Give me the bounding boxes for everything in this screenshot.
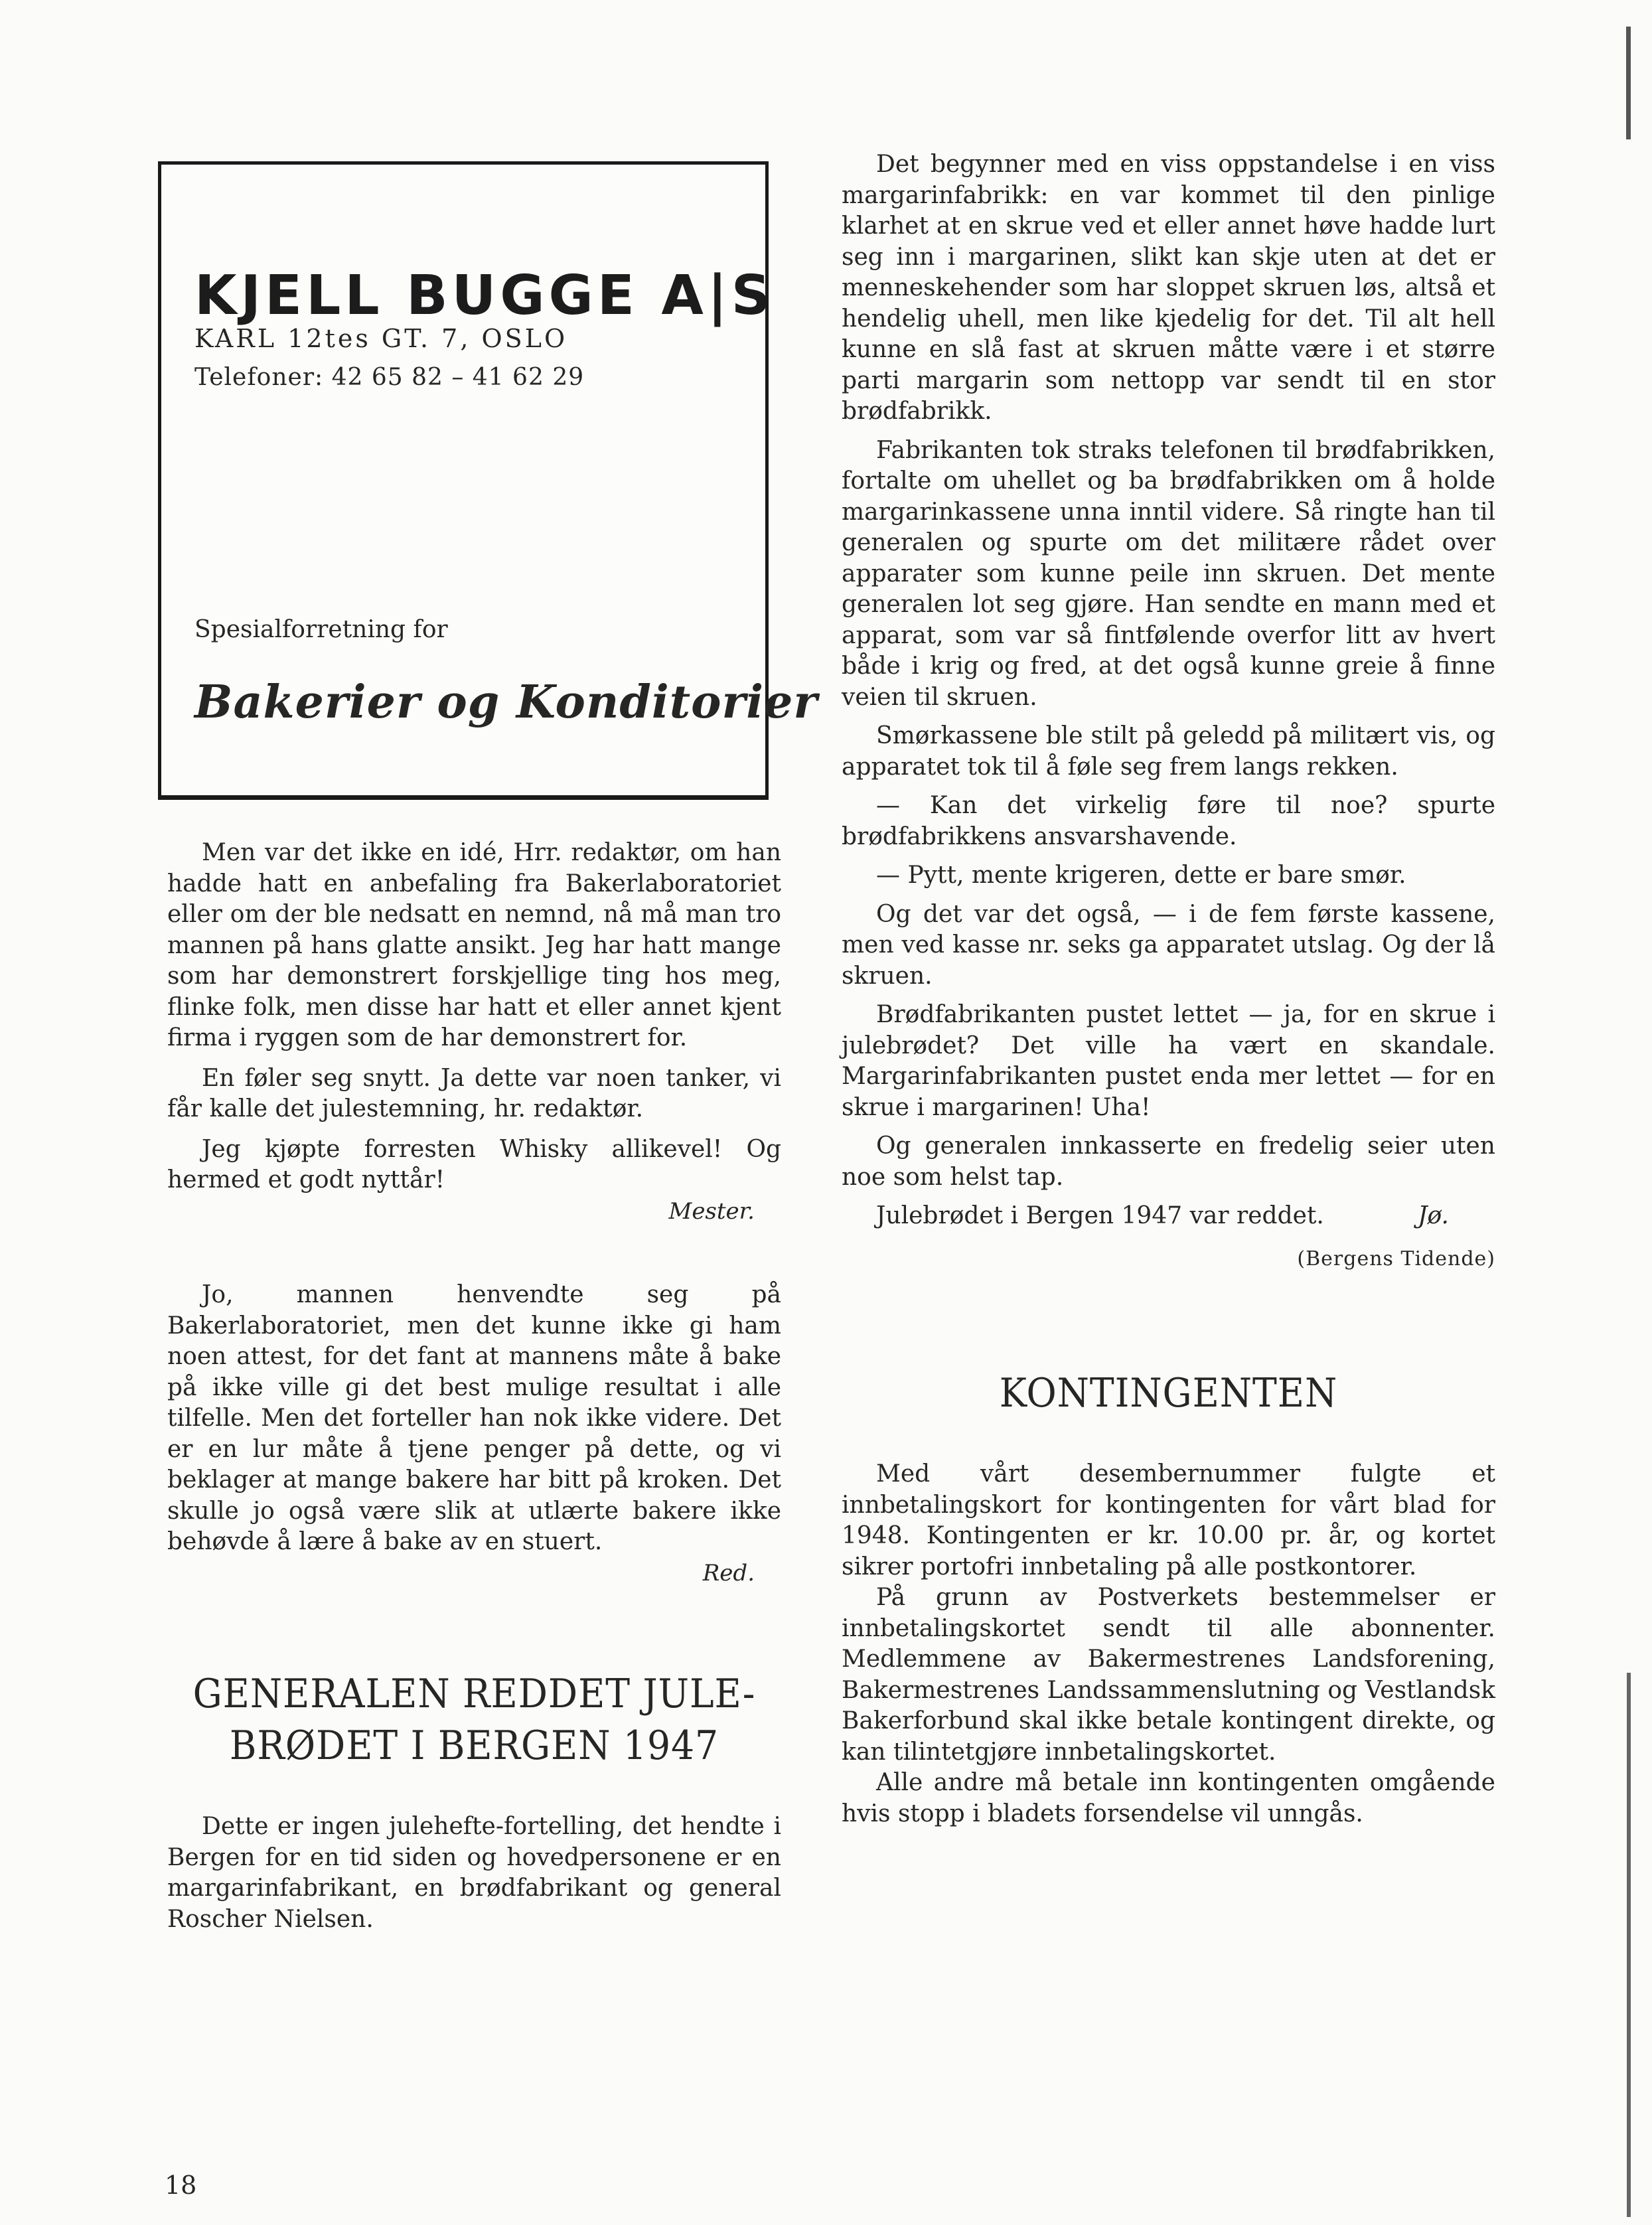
letter-paragraph: Jeg kjøpte forresten Whisky allikevel! Og hermed et godt nyttår!: [167, 1135, 781, 1193]
story-paragraph: Det begynner med en viss oppstandelse i en viss margarinfabrikk: en var kommet til den pinlige klarhet at en skrue ved et eller annet høve hadde lurt seg inn i margarinen, slikt kan skje uten at det er menneskehender som har sloppet skruen løs, altså et hendelig uhell, men like kjedelig for det. Til alt hell kunne en slå fast at skruen måtte være i et større parti margarin som nettopp var sendt til en stor brødfabrikk.: [842, 151, 1495, 425]
story-paragraph: Og generalen innkasserte en fredelig seier uten noe som helst tap.: [842, 1132, 1495, 1191]
story-paragraph: — Kan det virkelig føre til noe? spurte brødfabrikkens ansvarshavende.: [842, 792, 1495, 850]
kontingent-paragraph: På grunn av Postverkets bestemmelser er innbetalingskortet sendt til alle abonnenter. Medlemmene av Bakermestrenes Landsforening, Bakermestrenes Landssammenslutning og Vestlandsk Bakerforbund skal ikke betale kontingent direkte, og kan tilintetgjøre innbetalingskortet.: [842, 1584, 1495, 1766]
letter-paragraph: Men var det ikke en idé, Hrr. redaktør, om han hadde hatt en anbefaling fra Bakerlaboratoriet eller om der ble nedsatt en nemnd, nå må man tro mannen på hans glatte ansikt. Jeg har hatt mange som har demonstrert forskjellige ting hos meg, flinke folk, men disse har hatt et eller annet kjent firma i ryggen som de har demonstrert for.: [167, 839, 781, 1051]
headline-line: BRØDET I BERGEN 1947: [229, 1723, 719, 1769]
article-headline: [167, 1668, 781, 1772]
story-paragraph: Brødfabrikanten pustet lettet — ja, for en skrue i julebrødet? Det ville ha vært en skandale. Margarinfabrikanten pustet enda mer lettet — for en skrue i margarinen! Uha!: [842, 1001, 1495, 1121]
kontingent-headline: KONTINGENTEN: [999, 1370, 1338, 1417]
source-credit: (Bergens Tidende): [1297, 1247, 1495, 1270]
ad-company-name: KJELL BUGGE A|S: [194, 264, 775, 327]
letter-signature: Mester.: [668, 1197, 755, 1225]
kontingent-paragraph: Alle andre må betale inn kontingenten omgående hvis stopp i bladets forsendelse vil unngås.: [842, 1769, 1495, 1827]
ad-specialty-label: Spesialforretning for: [194, 616, 448, 643]
ad-script-line: Bakerier og Konditorier: [194, 676, 818, 729]
closing-signature: Jø.: [1418, 1202, 1449, 1229]
page-number: 18: [165, 2171, 197, 2200]
ad-phone-numbers: Telefoner: 42 65 82 – 41 62 29: [194, 364, 585, 391]
binding-edge-bottom: [1627, 1673, 1631, 2217]
story-paragraph: Smørkassene ble stilt på geledd på militært vis, og apparatet tok til å føle seg frem langs rekken.: [842, 722, 1495, 781]
right-column: [842, 149, 1495, 1829]
editor-signature: Red.: [702, 1559, 755, 1586]
story-paragraph: Og det var det også, — i de fem første kassene, men ved kasse nr. seks ga apparatet utslag. Og der lå skruen.: [842, 900, 1495, 990]
letter-paragraph: En føler seg snytt. Ja dette var noen tanker, vi får kalle det julestemning, hr. redaktør.: [167, 1064, 781, 1122]
binding-edge-top: [1626, 27, 1631, 139]
article-intro: Dette er ingen julehefte-fortelling, det hendte i Bergen for en tid siden og hovedpersonene er en margarinfabrikant, en brødfabrikant og general Roscher Nielsen.: [167, 1813, 781, 1933]
story-paragraph: — Pytt, mente krigeren, dette er bare smør.: [876, 862, 1406, 889]
story-closing: [842, 1201, 1495, 1232]
editor-reply: Jo, mannen henvendte seg på Bakerlaboratoriet, men det kunne ikke gi ham noen attest, for det fant at mannens måte å bake på ikke ville gi det best mulige resultat i alle tilfelle. Men det forteller han nok ikke videre. Det er en lur måte å tjene penger på dette, og vi beklager at mange bakere har bitt på kroken. Det skulle jo også være slik at utlærte bakere ikke behøvde å lære å bake av en stuert.: [167, 1281, 781, 1555]
ad-address: KARL 12tes GT. 7, OSLO: [194, 324, 568, 353]
closing-line: Julebrødet i Bergen 1947 var reddet.: [876, 1202, 1324, 1229]
left-column: [167, 838, 781, 1935]
story-paragraph: Fabrikanten tok straks telefonen til brødfabrikken, fortalte om uhellet og ba brødfabrikken om å holde margarinkassene unna inntil videre. Så ringte han til generalen og spurte om det militære rådet over apparater som kunne peile inn skruen. Det mente generalen lot seg gjøre. Han sendte en mann med et apparat, som var så fintfølende overfor litt av hvert både i krig og fred, at det også kunne greie å finne veien til skruen.: [842, 436, 1495, 711]
advertisement-box: [158, 161, 818, 800]
headline-line: GENERALEN REDDET JULE-: [192, 1671, 756, 1717]
kontingent-paragraph: Med vårt desembernummer fulgte et innbetalingskort for kontingenten for vårt blad for 1948. Kontingenten er kr. 10.00 pr. år, og kortet sikrer portofri innbetaling på alle postkontorer.: [842, 1460, 1495, 1580]
